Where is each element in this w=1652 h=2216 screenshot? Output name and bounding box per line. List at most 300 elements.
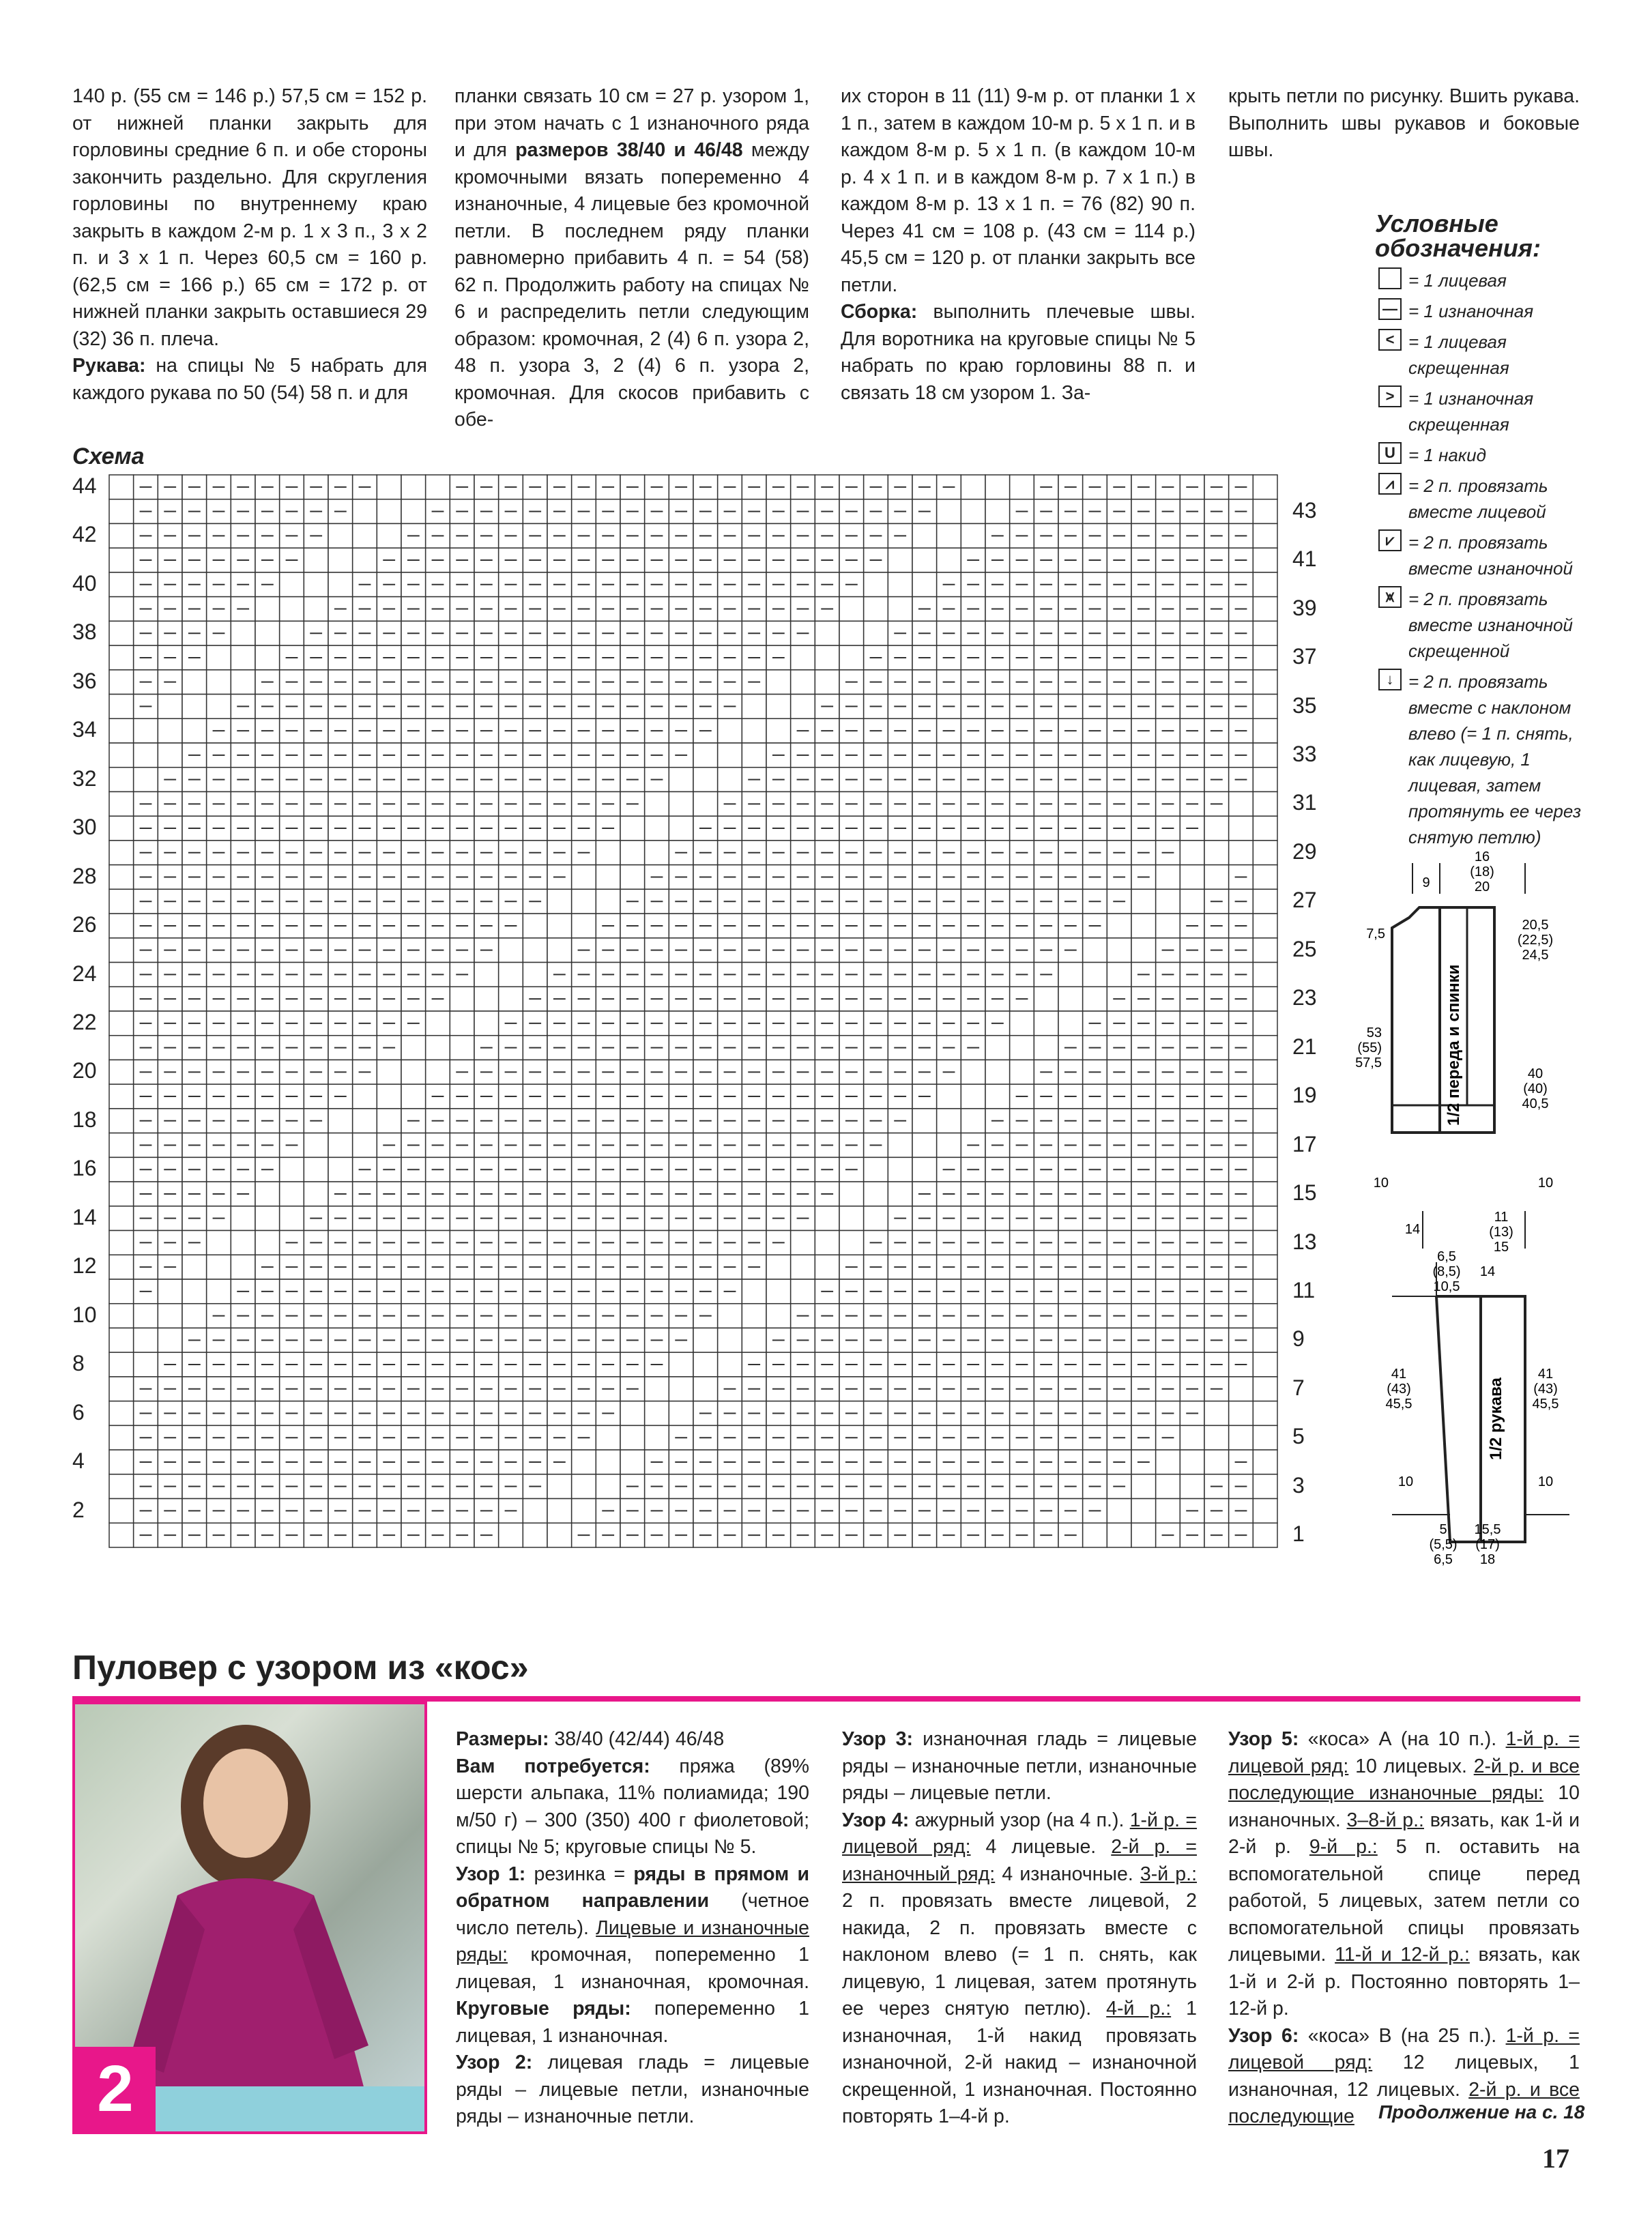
chart-cell [109,865,134,890]
sleeve-dim-bottom-a3: 6,5 [1434,1552,1453,1567]
pattern1-text4: попеременно 1 лицевая, 1 изнаночная. [456,1998,809,2047]
chart-cell [1131,889,1156,914]
front-dim-top-b: 16 [1474,849,1490,864]
pattern4-text3: 4 изнаночные. [995,1863,1140,1885]
chart-cell [693,743,718,768]
pattern1-text: резинка = [525,1863,634,1885]
chart-cell [1253,548,1277,572]
chart-cell [1253,1523,1277,1547]
pattern1-label: Узор 1: [456,1863,526,1885]
chart-cell [499,938,523,963]
chart-cell [596,1425,620,1450]
pattern5-label: Узор 5: [1228,1728,1299,1750]
sleeve-dim-bottom-b2: (17) [1475,1537,1500,1552]
chart-cell [1180,1474,1204,1499]
sleeve-dim-left-mid2: (43) [1387,1382,1411,1397]
chart-cell [791,1231,815,1255]
chart-cell [377,1060,401,1084]
sleeve-dim-left-mid3: 45,5 [1385,1397,1412,1412]
chart-cell [1253,597,1277,622]
legend-text: = 2 п. провязать вместе лицевой [1408,476,1548,522]
sleeve-schematic-label: 1/2 рукава [1487,1377,1505,1460]
chart-cell [255,1206,280,1231]
chart-cell [109,1401,134,1426]
chart-cell [523,1523,547,1547]
chart-cell [1253,791,1277,816]
chart-cell [109,1255,134,1279]
chart-cell [426,1060,450,1084]
chart-cell [109,1231,134,1255]
chart-cell [547,914,572,938]
materials-text: пряжа (89% шерсти альпака, 11% полиамида; 190 м/50 г) – 300 (350) 400 г фиолетовой; спицы № 5; круговые спицы № 5. [456,1755,809,1858]
bottom-column-3 [1228,1726,1580,2131]
front-back-schematic [1355,846,1597,1201]
sleeve-dim-bottom-a2: (5,5) [1429,1537,1458,1552]
chart-right-row-label: 5 [1292,1424,1305,1449]
chart-cell [1253,1011,1277,1036]
chart-cell [547,1474,572,1499]
chart-cell [207,695,231,719]
chart-cell [377,523,401,548]
legend-item [1378,586,1590,664]
chart-cell [109,1377,134,1401]
chart-left-row-label: 12 [72,1253,97,1279]
section-rule [72,1696,1580,1702]
chart-right-row-label: 31 [1292,790,1317,815]
chart-cell [620,841,645,865]
chart-cell [693,791,718,816]
pattern4-u3: 3-й р.: [1140,1863,1197,1885]
chart-cell [766,1255,791,1279]
chart-cell [1107,1499,1131,1524]
chart-cell [377,1084,401,1109]
sleeve-dim-bottom-b: 15,5 [1474,1522,1501,1537]
chart-cell [1229,841,1254,865]
chart-cell [645,841,669,865]
chart-cell [1083,938,1107,963]
sleeve-dim-top-a: 14 [1404,1222,1421,1237]
bottom-column-2 [842,1726,1197,2131]
chart-cell [280,572,304,597]
chart-cell [693,1352,718,1377]
chart-cell [888,597,912,622]
continued-note: Продолжение на с. 18 [1378,2101,1585,2123]
chart-cell [109,1328,134,1352]
sleeve-dim-right-bot: 10 [1537,1474,1554,1489]
chart-cell [1253,865,1277,890]
chart-left-row-label: 2 [72,1497,85,1522]
chart-cell [596,865,620,890]
chart-cell [1253,987,1277,1011]
chart-cell [937,548,961,572]
chart-cell [1180,865,1204,890]
chart-cell [109,1157,134,1182]
legend-text: = 1 лицевая [1408,270,1507,291]
col3-text-b: выполнить плечевые швы. Для воротника на круговые спицы № 5 набрать по краю горловины 88 п. и связать 18 см узором 1. За- [841,301,1195,404]
page-number: 17 [1542,2143,1569,2174]
chart-cell [304,597,328,622]
legend-item [1378,267,1590,293]
chart-cell [426,1036,450,1060]
chart-left-row-label: 10 [72,1302,97,1327]
front-dim-left-bot: 10 [1373,1176,1389,1191]
chart-cell [207,645,231,670]
chart-cell [523,914,547,938]
chart-cell [158,1304,182,1328]
chart-cell [742,695,766,719]
chart-cell [1253,1304,1277,1328]
chart-cell [1058,987,1083,1011]
pattern5-u3: 3–8-й р.: [1346,1809,1424,1831]
chart-left-row-label: 18 [72,1107,97,1132]
chart-cell [353,499,377,524]
chart-cell [182,695,207,719]
chart-cell [547,1499,572,1524]
chart-cell [109,1036,134,1060]
chart-cell [1253,938,1277,963]
chart-cell [985,499,1010,524]
chart-cell [596,889,620,914]
chart-cell [1253,670,1277,695]
pattern6-text2: 12 лицевых, 1 изнаночная, 12 лицевых. [1228,2052,1580,2101]
chart-cell [1204,1401,1229,1426]
chart-cell [255,1182,280,1206]
chart-cell [742,743,766,768]
pattern5-text4: вязать, как 1-й и 2-й р. [1228,1809,1580,1858]
chart-cell [1204,865,1229,890]
chart-cell [134,1352,158,1377]
chart-cell [182,1279,207,1304]
chart-cell [280,1206,304,1231]
chart-cell [231,1255,255,1279]
chart-cell [1156,1499,1180,1524]
chart-cell [231,670,255,695]
chart-cell [1253,475,1277,499]
chart-cell [109,963,134,987]
chart-cell [1058,963,1083,987]
chart-cell [377,475,401,499]
chart-cell [718,1328,742,1352]
front-dim-right-bot: 10 [1537,1176,1554,1191]
pattern3-text: изнаночная гладь = лицевые ряды – изнаночные петли, изнаночные ряды – лицевые петли. [842,1728,1197,1804]
legend-item [1378,473,1590,525]
chart-left-row-label: 32 [72,766,97,791]
sleeve-dim-top-c2: (8,5) [1432,1264,1461,1279]
chart-cell [815,1231,839,1255]
pattern1-bold3: Круговые ряды: [456,1998,631,2020]
chart-cell [961,499,985,524]
front-dim-left-mid: 53 [1366,1025,1382,1040]
chart-cell [1253,1109,1277,1133]
chart-cell [645,1425,669,1450]
chart-cell [1010,1036,1034,1060]
chart-cell [791,1255,815,1279]
chart-cell [937,1133,961,1158]
chart-cell [815,1206,839,1231]
pattern5-text3: 10 изнаночных. [1228,1782,1580,1831]
chart-cell [328,548,353,572]
chart-right-row-label: 11 [1292,1278,1316,1302]
chart-cell [839,1182,864,1206]
chart-left-row-label: 24 [72,961,97,986]
chart-right-row-label: 33 [1292,742,1317,766]
chart-cell [1058,1011,1083,1036]
chart-cell [961,1084,985,1109]
pattern1-text2: (четное число петель). [456,1890,809,1939]
chart-right-row-label: 3 [1292,1472,1305,1498]
chart-cell [182,670,207,695]
chart-cell [1083,987,1107,1011]
chart-cell [572,865,596,890]
chart-cell [450,1011,474,1036]
chart-cell [134,1304,158,1328]
chart-cell [669,1401,693,1426]
chart-cell [912,572,937,597]
chart-left-row-label: 20 [72,1058,97,1083]
chart-cell [328,572,353,597]
pattern-number-badge: 2 [75,2047,156,2131]
chart-cell [1010,475,1034,499]
chart-cell [669,1352,693,1377]
chart-cell [937,1109,961,1133]
chart-cell [109,1352,134,1377]
chart-cell [766,1304,791,1328]
bottom-column-1 [456,1726,809,2131]
chart-cell [1253,1401,1277,1426]
legend-symbol: < [1378,329,1402,351]
chart-cell [109,1109,134,1133]
pattern5-u2: 2-й р. и все последующие изнаночные ряды: [1228,1755,1580,1804]
chart-cell [1083,963,1107,987]
legend-symbol: U [1378,442,1402,464]
chart-cell [888,1157,912,1182]
chart-cell [645,791,669,816]
chart-cell [134,768,158,792]
pattern4-text4: 2 п. провязать вместе лицевой, 2 накида, 2 п. провязать вместе с наклоном влево (= 1 п. снять, как лицевую, 1 лицевая, затем протянуть ее через снятую петлю). [842,1890,1197,2020]
chart-cell [1156,914,1180,938]
legend-symbol: > [1378,385,1402,407]
chart-cell [985,1036,1010,1060]
pattern6-u1: 1-й р. = лицевой ряд: [1228,2024,1580,2073]
chart-cell [718,1352,742,1377]
chart-cell [791,670,815,695]
col2-bold: размеров 38/40 и 46/48 [515,139,743,161]
legend [1378,267,1590,855]
chart-cell [1253,1450,1277,1474]
pattern4-u2: 2-й р. = изнаночный ряд: [842,1836,1197,1885]
sleeve-dim-top-c: 6,5 [1437,1249,1456,1264]
pattern6-text: «коса» В (на 25 п.). [1299,2024,1506,2047]
chart-cell [596,1450,620,1474]
chart-right-row-label: 41 [1292,546,1317,572]
chart-cell [620,1401,645,1426]
chart-cell [596,1474,620,1499]
chart-cell [158,743,182,768]
chart-cell [1253,1157,1277,1182]
sleeve-dim-left-mid: 41 [1391,1367,1407,1382]
sleeve-dim-top-b2: (13) [1489,1225,1513,1240]
legend-symbol: ↓ [1378,669,1402,690]
chart-cell [353,1109,377,1133]
chart-cell [109,475,134,499]
chart-cell [864,597,888,622]
chart-cell [255,621,280,645]
pattern5-text5: 5 п. оставить на вспомогательной спице перед работой, 5 лицевых, затем петли со вспомогательной спицы провязать лицевыми. [1228,1836,1580,1966]
chart-cell [109,889,134,914]
chart-cell [109,572,134,597]
chart-cell [572,889,596,914]
pattern1-underline: Лицевые и изнаночные ряды: [456,1916,809,1966]
chart-right-row-label: 35 [1292,692,1317,718]
chart-left-row-label: 14 [72,1204,97,1229]
pattern4-u1: 1-й р. = лицевой ряд: [842,1809,1198,1858]
chart-cell [109,621,134,645]
chart-cell [1180,889,1204,914]
chart-cell [718,743,742,768]
chart-cell [547,1523,572,1547]
chart-cell [1229,816,1254,841]
chart-cell [401,1060,426,1084]
chart-cell [109,768,134,792]
chart-cell [1229,1401,1254,1426]
chart-cell [766,670,791,695]
chart-cell [109,987,134,1011]
sleeve-dim-left-bot: 10 [1397,1474,1414,1489]
sleeve-dim-top-c3: 10,5 [1433,1279,1460,1294]
chart-cell [912,1109,937,1133]
chart-cell [791,645,815,670]
front-dim-right-top3: 24,5 [1522,948,1549,963]
chart-cell [523,963,547,987]
chart-cell [1253,1279,1277,1304]
chart-right-row-label: 37 [1292,644,1317,669]
chart-cell [304,1157,328,1182]
chart-cell [1180,1450,1204,1474]
chart-cell [742,1328,766,1352]
chart-cell [1107,1523,1131,1547]
chart-cell [109,499,134,524]
pattern6-label: Узор 6: [1228,2024,1299,2047]
pattern5-text6: вязать, как 1-й и 2-й р. Постоянно повторять 1–12-й р. [1228,1944,1580,2020]
chart-cell [134,718,158,743]
chart-cell [912,1133,937,1158]
chart-left-row-label: 6 [72,1399,85,1425]
pattern4-text5: 1 изнаночная, 1-й накид провязать изнаночной, 2-й накид – изнаночной скрещенной, 1 изнаночная. Постоянно повторять 1–4-й р. [842,1998,1197,2127]
chart-cell [1131,914,1156,938]
chart-cell [620,865,645,890]
legend-symbol: — [1378,298,1402,320]
chart-cell [888,1182,912,1206]
chart-cell [645,816,669,841]
chart-cell [158,718,182,743]
legend-text: = 2 п. провязать вместе изнаночной скрещенной [1408,589,1573,661]
chart-cell [109,1304,134,1328]
chart-cell [791,1279,815,1304]
chart-cell [620,816,645,841]
chart-cell [1253,1084,1277,1109]
chart-cell [1253,499,1277,524]
chart-cell [766,1279,791,1304]
pattern1-bold2: ряды в прямом и обратном направлении [456,1863,809,1912]
chart-cell [231,1206,255,1231]
chart-cell [499,1523,523,1547]
chart-cell [839,645,864,670]
chart-cell [499,963,523,987]
chart-cell [815,1255,839,1279]
chart-cell [1253,1255,1277,1279]
chart-cell [353,548,377,572]
legend-text: = 1 изнаночная [1408,301,1534,321]
chart-cell [1253,1036,1277,1060]
chart-right-row-label: 19 [1292,1083,1317,1108]
chart-cell [1131,938,1156,963]
knitting-chart-grid [109,475,1277,1547]
chart-cell [182,1255,207,1279]
chart-cell [1083,1523,1107,1547]
chart-cell [353,1084,377,1109]
model-photo [72,1702,427,2134]
chart-cell [669,791,693,816]
chart-cell [328,1109,353,1133]
chart-cell [255,597,280,622]
chart-cell [231,645,255,670]
chart-cell [1229,1425,1254,1450]
front-dim-top-a: 9 [1422,875,1430,890]
chart-cell [304,1133,328,1158]
chart-cell [1253,1377,1277,1401]
chart-cell [937,499,961,524]
chart-cell [766,695,791,719]
text-column-2 [454,83,809,434]
chart-cell [1107,914,1131,938]
chart-cell [523,1499,547,1524]
chart-cell [742,718,766,743]
front-dim-right-mid3: 40,5 [1522,1096,1549,1111]
chart-cell [669,816,693,841]
chart-cell [1034,987,1058,1011]
chart-cell [255,645,280,670]
chart-cell [718,768,742,792]
legend-item [1378,329,1590,381]
chart-cell [742,1304,766,1328]
sizes-text: 38/40 (42/44) 46/48 [549,1728,725,1750]
chart-cell [1107,938,1131,963]
chart-cell [693,1377,718,1401]
chart-cell [280,621,304,645]
chart-cell [207,670,231,695]
chart-cell [109,1011,134,1036]
chart-cell [1034,1011,1058,1036]
chart-cell [474,963,499,987]
chart-cell [912,548,937,572]
rukava-text: на спицы № 5 набрать для каждого рукава по 50 (54) 58 п. и для [72,355,427,404]
chart-cell [182,1304,207,1328]
chart-cell [864,572,888,597]
chart-cell [377,499,401,524]
chart-cell [401,1036,426,1060]
front-dim-right-mid: 40 [1527,1066,1544,1081]
chart-title: Схема [72,443,145,469]
chart-cell [304,548,328,572]
chart-cell [109,816,134,841]
chart-cell [450,987,474,1011]
materials-label: Вам потребуется: [456,1755,650,1777]
chart-cell [377,1109,401,1133]
chart-cell [718,718,742,743]
chart-cell [109,914,134,938]
chart-cell [328,523,353,548]
chart-cell [815,645,839,670]
